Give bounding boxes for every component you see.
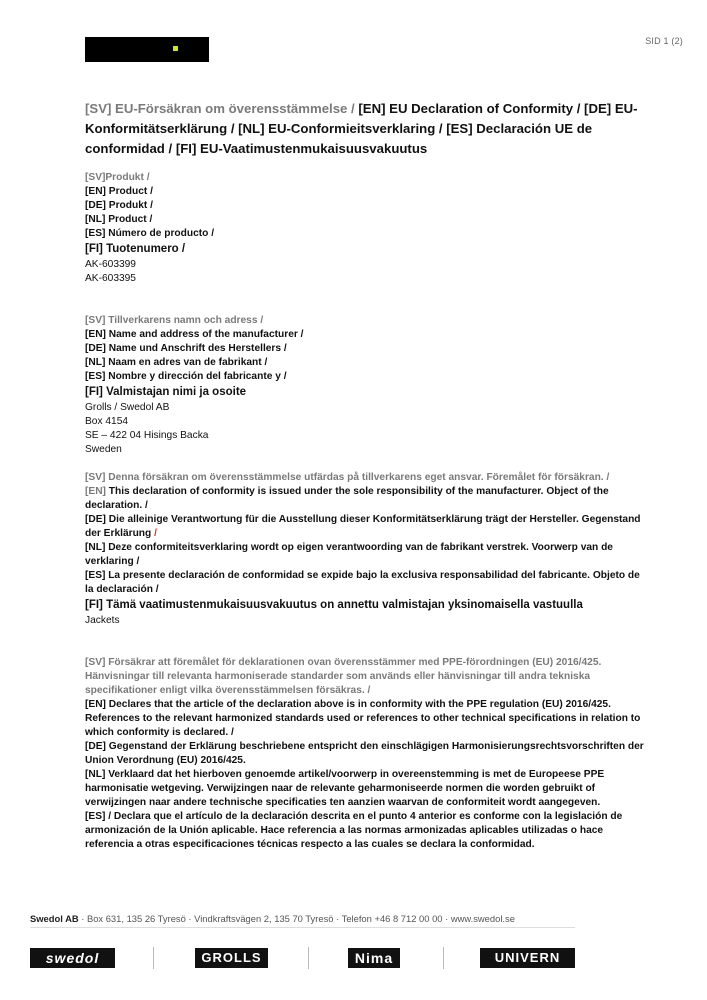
document-title (85, 99, 645, 159)
address-line: Grolls / Swedol AB (85, 402, 170, 413)
brand-logo-swedol: swedol (30, 948, 115, 968)
conformity-nl: [NL] Verklaard dat het hierboven genoemde artikel/voorwerp in overeenstemming is met de Europeese PPE harmonisatie wetgeving. Verwijzingen naar de relevante geharmoniseerde normen die worden gebruikt of verwijzingen naar andere technische specificaties ten aanzien waarvan de conformiteit wordt aangegeven. (85, 769, 605, 808)
responsibility-section (85, 471, 645, 628)
responsibility-en-text: This declaration of conformity is issued under the sole responsibility of the manufacturer. Object of the declaration. / (85, 486, 609, 511)
footer-divider (30, 927, 575, 928)
manufacturer-section (85, 314, 645, 457)
conformity-de: [DE] Gegenstand der Erklärung beschriebene entspricht den einschlägigen Harmonisierungsrechtsvorschriften der Union Verordnung (EU) 2016/425. (85, 741, 644, 766)
responsibility-de (85, 513, 645, 541)
conformity-sv: [SV] Försäkrar att föremålet för deklarationen ovan överensstämmer med PPE-förordningen (EU) 2016/425. Hänvisningar till relevanta harmoniserade standarder som används eller hänvisningar till andra tekniska specifikationer enligt vilka överensstämmelsen försäkras. / (85, 657, 602, 696)
address-line: SE – 422 04 Hisings Backa (85, 430, 209, 441)
footer-address (30, 913, 515, 924)
responsibility-en (85, 485, 645, 513)
responsibility-de-slash: / (151, 528, 157, 539)
brand-logo-grolls: GROLLS (195, 948, 268, 968)
conformity-section (85, 656, 645, 852)
responsibility-en-tag: [EN] (85, 486, 106, 497)
brand-logos (30, 945, 575, 971)
product-label-fi: [FI] Tuotenumero / (85, 243, 186, 255)
title-sv: [SV] EU-Försäkran om överensstämmelse / (85, 101, 355, 116)
product-label-sv: [SV]Produkt / (85, 172, 150, 183)
product-number: AK-603399 (85, 259, 136, 270)
footer-company: Swedol AB (30, 913, 79, 924)
brand-separator (153, 947, 154, 969)
title-rest: [EN] EU Declaration of Conformity / [DE] EU-Konformitätserklärung / [NL] EU-Conformieitsverklaring / [ES] Declaración UE de conformidad / [FI] EU-Vaatimustenmukaisuusvakuutus (85, 101, 638, 156)
company-logo (85, 37, 209, 62)
product-label-es: [ES] Número de producto / (85, 228, 215, 239)
brand-separator (443, 947, 444, 969)
responsibility-de-text: [DE] Die alleinige Verantwortung für die Ausstellung dieser Konformitätserklärung trägt der Hersteller. Gegenstand der Erklärung (85, 514, 641, 539)
document-body (85, 99, 645, 852)
responsibility-sv: [SV] Denna försäkran om överensstämmelse utfärdas på tillverkarens eget ansvar. Föremålet för försäkran. / (85, 472, 610, 483)
manufacturer-label-en: [EN] Name and address of the manufacturer / (85, 329, 304, 340)
brand-logo-nima: Nima (348, 948, 400, 968)
manufacturer-label-es: [ES] Nombre y dirección del fabricante y / (85, 371, 287, 382)
address-line: Box 4154 (85, 416, 129, 427)
responsibility-nl: [NL] Deze conformiteitsverklaring wordt op eigen verantwoording van de fabrikant verstrek. Voorwerp van de verklaring / (85, 542, 613, 567)
footer-address-text: · Box 631, 135 26 Tyresö · Vindkraftsvägen 2, 135 70 Tyresö · Telefon +46 8 712 00 00 · www.swedol.se (78, 913, 515, 924)
conformity-en: [EN] Declares that the article of the declaration above is in conformity with the PPE regulation (EU) 2016/425. References to the relevant harmonized standards used or references to other technical specifications in relation to which conformity is declared. / (85, 699, 641, 738)
manufacturer-label-sv: [SV] Tillverkarens namn och adress / (85, 315, 264, 326)
product-section (85, 171, 645, 286)
product-label-de: [DE] Produkt / (85, 200, 153, 211)
responsibility-fi: [FI] Tämä vaatimustenmukaisuusvakuutus on annettu valmistajan yksinomaisella vastuulla (85, 599, 583, 611)
brand-separator (308, 947, 309, 969)
brand-logo-univern: UNIVERN (480, 948, 575, 968)
manufacturer-label-de: [DE] Name und Anschrift des Herstellers / (85, 343, 287, 354)
manufacturer-label-fi: [FI] Valmistajan nimi ja osoite (85, 386, 247, 398)
conformity-es: [ES] / Declara que el artículo de la declaración descrita en el punto 4 anterior es conforme con la legislación de armonización de la Unión aplicable. Hace referencia a las normas armonizadas aplicables utilizadas o hace referencia a otras especificaciones técnicas respecto a las cuales se declara la conformidad. (85, 811, 623, 850)
address-line: Sweden (85, 444, 122, 455)
logo-accent-dot (173, 46, 178, 51)
responsibility-es: [ES] La presente declaración de conformidad se expide bajo la exclusiva responsabilidad del fabricante. Objeto de la declaración / (85, 570, 640, 595)
page-number: SID 1 (2) (645, 36, 683, 46)
manufacturer-label-nl: [NL] Naam en adres van de fabrikant / (85, 357, 268, 368)
product-label-en: [EN] Product / (85, 186, 153, 197)
product-number: AK-603395 (85, 273, 136, 284)
declaration-object: Jackets (85, 615, 120, 626)
product-label-nl: [NL] Product / (85, 214, 153, 225)
